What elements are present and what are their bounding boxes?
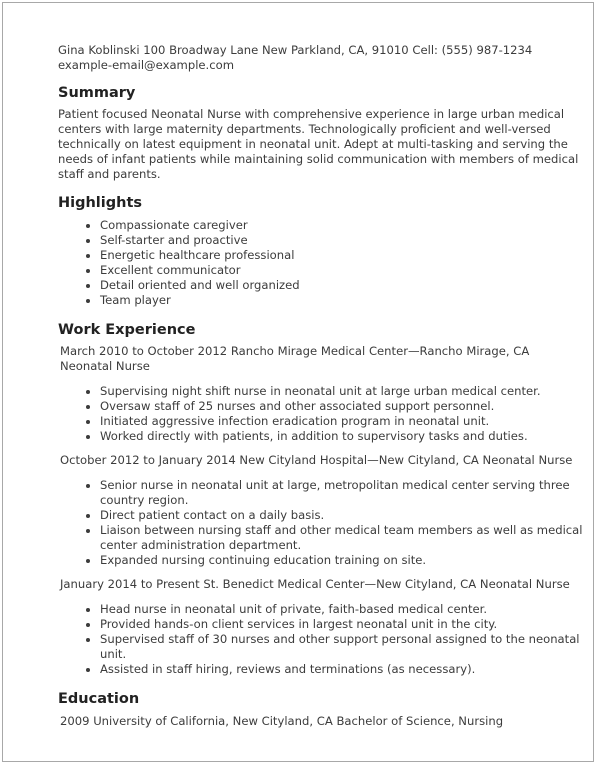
job-entry [58, 453, 583, 568]
education-heading: Education [58, 691, 140, 707]
work-experience-section [58, 321, 583, 677]
job-bullet: • Assisted in staff hiring, reviews and terminations (as necessary). [100, 662, 583, 677]
summary-heading: Summary [58, 85, 136, 101]
job-bullet: • Worked directly with patients, in addition to supervisory tasks and duties. [100, 429, 583, 444]
job-header: January 2014 to Present St. Benedict Medical Center—New Cityland, CA Neonatal Nurse [60, 577, 570, 591]
job-bullets [58, 384, 583, 444]
highlight-item: • Energetic healthcare professional [100, 248, 583, 263]
education-entry: 2009 University of California, New Cityland, CA Bachelor of Science, Nursing [60, 714, 504, 728]
highlight-item: • Excellent communicator [100, 263, 583, 278]
job-header: March 2010 to October 2012 Rancho Mirage Medical Center—Rancho Mirage, CA Neonatal Nurse [60, 344, 530, 373]
highlight-item: • Self-starter and proactive [100, 233, 583, 248]
highlight-item: • Detail oriented and well organized [100, 278, 583, 293]
summary-text: Patient focused Neonatal Nurse with comprehensive experience in large urban medical centers with large maternity departments. Technologically proficient and well-versed technically on latest equipment in neonatal unit. Adept at multi-tasking and serving the needs of infant patients while maintaining solid communication with members of medical staff and parents. [58, 107, 579, 181]
work-experience-heading: Work Experience [58, 322, 196, 338]
job-entry [58, 344, 583, 444]
highlights-list [58, 218, 583, 308]
resume-page [2, 2, 594, 762]
job-bullets [58, 602, 583, 677]
job-bullet: • Provided hands-on client services in largest neonatal unit in the city. [100, 617, 583, 632]
highlight-item: • Compassionate caregiver [100, 218, 583, 233]
job-bullet: • Head nurse in neonatal unit of private, faith-based medical center. [100, 602, 583, 617]
summary-section [58, 84, 583, 182]
job-bullet: • Oversaw staff of 25 nurses and other associated support personnel. [100, 399, 583, 414]
job-entry [58, 577, 583, 677]
resume-content [58, 43, 583, 729]
job-bullets [58, 478, 583, 568]
education-section [58, 690, 583, 729]
job-bullet: • Expanded nursing continuing education training on site. [100, 553, 583, 568]
job-bullet: • Direct patient contact on a daily basis. [100, 508, 583, 523]
job-bullet: • Supervising night shift nurse in neonatal unit at large urban medical center. [100, 384, 583, 399]
highlights-section [58, 194, 583, 308]
highlight-item: • Team player [100, 293, 583, 308]
job-header: October 2012 to January 2014 New Cityland Hospital—New Cityland, CA Neonatal Nurse [60, 453, 573, 467]
contact-info: Gina Koblinski 100 Broadway Lane New Parkland, CA, 91010 Cell: (555) 987-1234 example-email@example.com [58, 43, 533, 72]
job-bullet: • Liaison between nursing staff and other medical team members as well as medical center administration department. [100, 523, 583, 553]
job-bullet: • Initiated aggressive infection eradication program in neonatal unit. [100, 414, 583, 429]
job-bullet: • Supervised staff of 30 nurses and other support personal assigned to the neonatal unit. [100, 632, 583, 662]
job-bullet: • Senior nurse in neonatal unit at large, metropolitan medical center serving three country region. [100, 478, 583, 508]
highlights-heading: Highlights [58, 195, 143, 211]
